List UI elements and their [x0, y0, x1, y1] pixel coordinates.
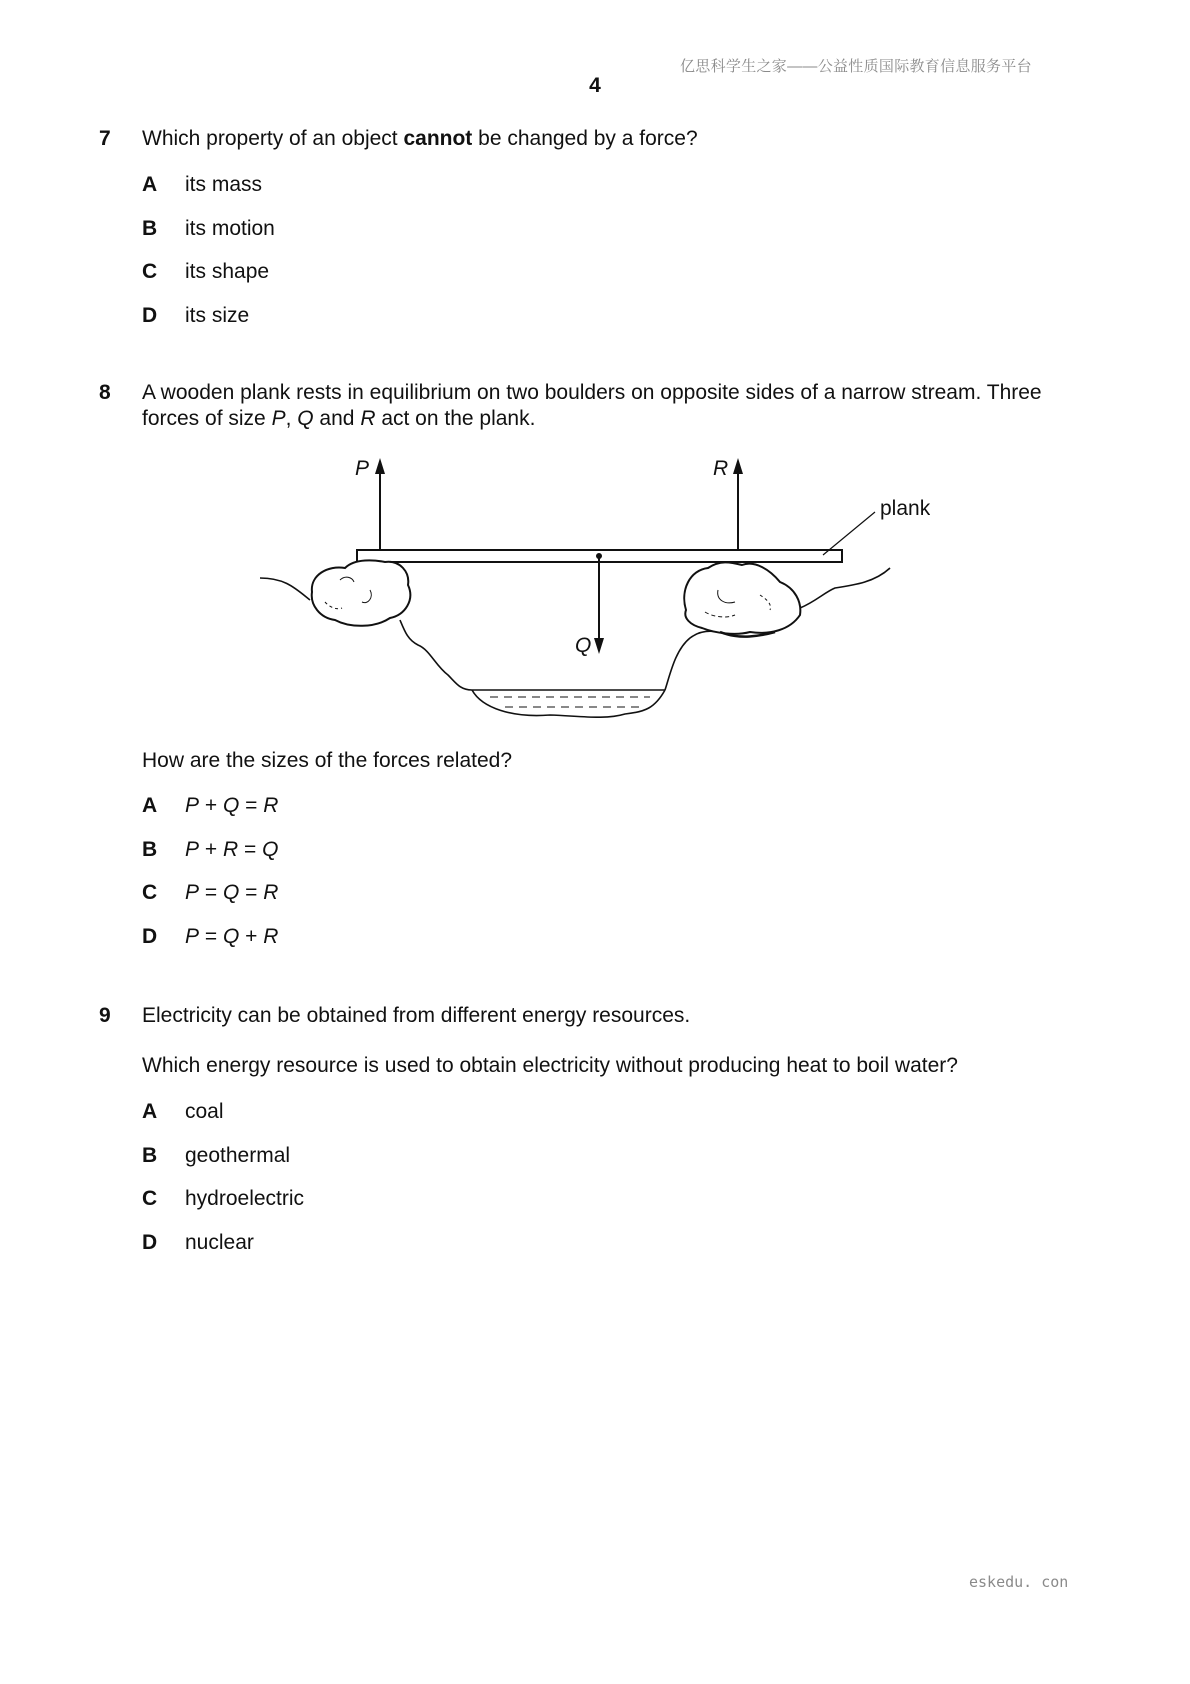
left-bank-line	[260, 578, 310, 600]
plank-pointer-line	[823, 512, 875, 555]
label-plank: plank	[880, 497, 930, 520]
right-boulder	[684, 562, 800, 633]
right-slope-line	[665, 631, 718, 690]
plank-diagram	[250, 450, 930, 730]
label-p: P	[355, 457, 370, 480]
question-text: Electricity can be obtained from different energy resources.	[142, 1004, 691, 1027]
question-text: Which property of an object cannot be changed by a force?	[142, 127, 698, 150]
question-number: 7	[99, 127, 111, 150]
question-number: 9	[99, 1004, 111, 1027]
watermark-text: 亿思科学生之家——公益性质国际教育信息服务平台	[680, 58, 1032, 75]
emphasis-cannot: cannot	[403, 127, 473, 150]
arrow-down-icon	[594, 638, 604, 654]
page-number: 4	[589, 74, 601, 97]
question-prompt: Which energy resource is used to obtain electricity without producing heat to boil water?	[142, 1054, 958, 1077]
label-q: Q	[575, 634, 592, 657]
stream-bed	[472, 690, 665, 717]
left-boulder	[312, 560, 411, 625]
arrow-up-icon	[733, 458, 743, 474]
left-slope-line	[400, 620, 472, 690]
question-number: 8	[99, 381, 111, 404]
footer-site-text: eskedu. con	[969, 1573, 1069, 1591]
label-r: R	[713, 457, 729, 480]
question-text: A wooden plank rests in equilibrium on two boulders on opposite sides of a narrow stream. Three forces of size P, Q and R act on the plank.	[142, 381, 1042, 430]
right-bank-line	[800, 568, 890, 608]
question-prompt: How are the sizes of the forces related?	[142, 749, 513, 772]
arrow-up-icon	[375, 458, 385, 474]
